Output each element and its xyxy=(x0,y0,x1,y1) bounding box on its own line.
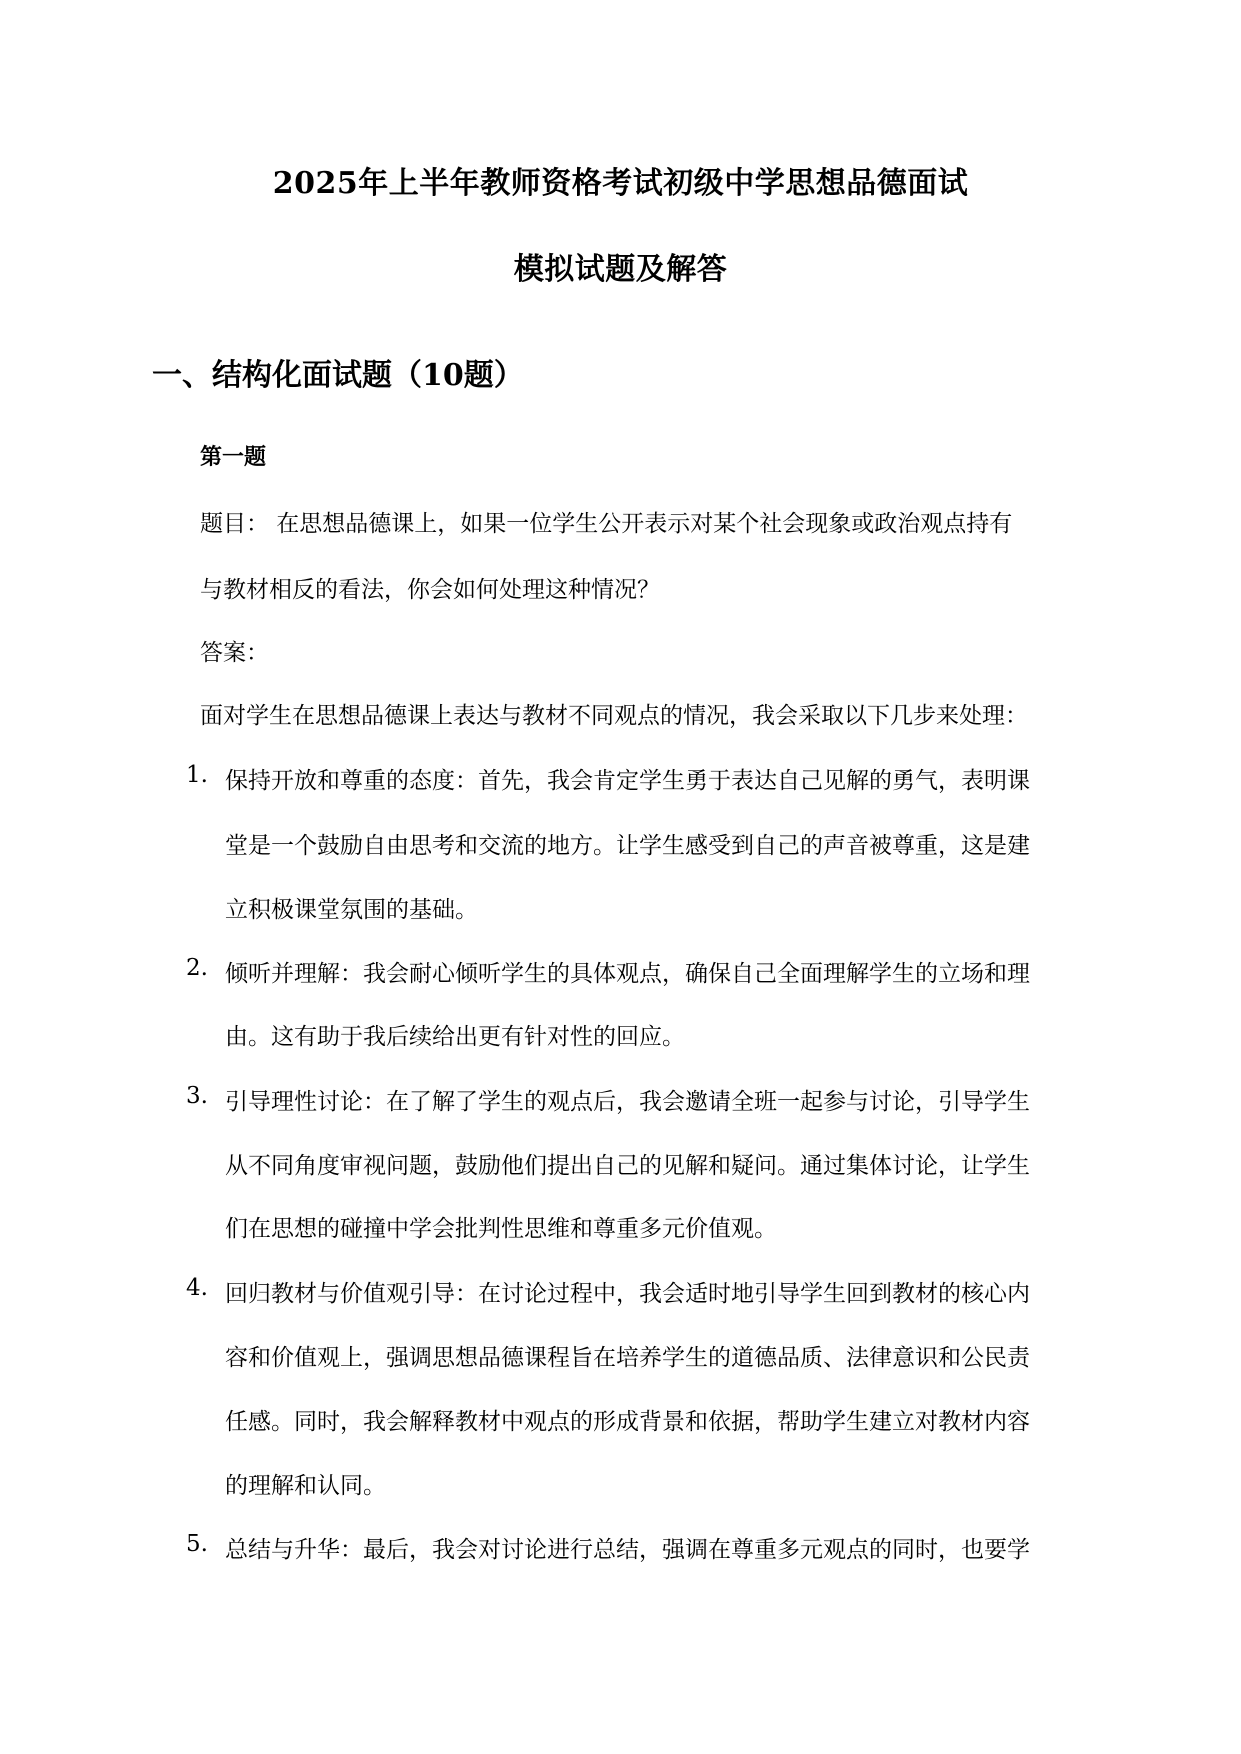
list-item-number: 5. xyxy=(186,1531,208,1557)
question-prompt-line-2: 与教材相反的看法，你会如何处理这种情况？ xyxy=(200,577,660,603)
list-item-line: 回归教材与价值观引导：在讨论过程中，我会适时地引导学生回到教材的核心内 xyxy=(225,1281,1030,1307)
question-heading: 第一题 xyxy=(200,444,267,470)
answer-intro: 面对学生在思想品德课上表达与教材不同观点的情况，我会采取以下几步来处理： xyxy=(200,703,1028,729)
list-item-number: 1. xyxy=(186,762,208,788)
list-item-number: 3. xyxy=(186,1083,208,1109)
list-item-number: 2. xyxy=(186,955,208,981)
list-item-line: 从不同角度审视问题，鼓励他们提出自己的见解和疑问。通过集体讨论，让学生 xyxy=(225,1153,1030,1179)
list-item-line: 引导理性讨论：在了解了学生的观点后，我会邀请全班一起参与讨论，引导学生 xyxy=(225,1089,1030,1115)
list-item-line: 容和价值观上，强调思想品德课程旨在培养学生的道德品质、法律意识和公民责 xyxy=(225,1345,1030,1371)
list-item-line: 倾听并理解：我会耐心倾听学生的具体观点，确保自己全面理解学生的立场和理 xyxy=(225,961,1030,987)
list-item-line: 保持开放和尊重的态度：首先，我会肯定学生勇于表达自己见解的勇气，表明课 xyxy=(225,768,1030,794)
list-item-line: 堂是一个鼓励自由思考和交流的地方。让学生感受到自己的声音被尊重，这是建 xyxy=(225,833,1030,859)
list-item-line: 立积极课堂氛围的基础。 xyxy=(225,897,478,923)
list-item-number: 4. xyxy=(186,1275,208,1301)
list-item-line: 任感。同时，我会解释教材中观点的形成背景和依据，帮助学生建立对教材内容 xyxy=(225,1409,1030,1435)
question-prompt-line-1: 题目： 在思想品德课上，如果一位学生公开表示对某个社会现象或政治观点持有 xyxy=(200,511,1013,537)
document-title-line-2: 模拟试题及解答 xyxy=(513,252,728,287)
section-heading: 一、结构化面试题（10题） xyxy=(152,358,524,393)
list-item-line: 们在思想的碰撞中学会批判性思维和尊重多元价值观。 xyxy=(225,1216,777,1242)
answer-label: 答案： xyxy=(200,640,269,666)
list-item-line: 的理解和认同。 xyxy=(225,1473,386,1499)
list-item-line: 总结与升华：最后，我会对讨论进行总结，强调在尊重多元观点的同时，也要学 xyxy=(225,1537,1030,1563)
document-title-line-1: 2025年上半年教师资格考试初级中学思想品德面试 xyxy=(272,166,969,201)
list-item-line: 由。这有助于我后续给出更有针对性的回应。 xyxy=(225,1024,685,1050)
